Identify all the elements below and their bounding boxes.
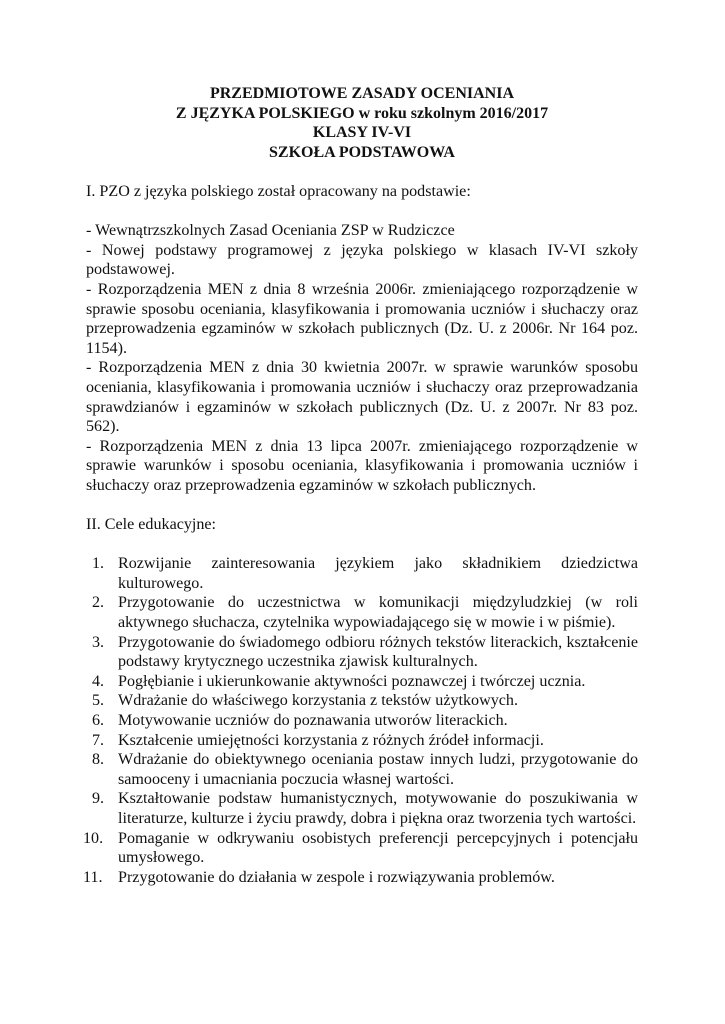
- goal-text: Kształcenie umiejętności korzystania z różnych źródeł informacji.: [118, 731, 544, 749]
- goal-item: [86, 691, 638, 711]
- goal-item: [86, 633, 638, 672]
- goal-number: 7.: [92, 731, 105, 749]
- goal-text: Kształtowanie podstaw humanistycznych, motywowanie do poszukiwania w literaturze, kulturze i życiu prawdy, dobra i piękna oraz tworzenia tych wartości.: [118, 790, 638, 827]
- legal-basis-item: - Nowej podstawy programowej z języka polskiego w klasach IV-VI szkoły podstawowej.: [86, 241, 638, 279]
- goal-item: [86, 789, 638, 828]
- goal-item: [83, 829, 638, 868]
- goal-text: Wdrażanie do właściwego korzystania z tekstów użytkowych.: [118, 692, 518, 710]
- goal-number: 10.: [83, 829, 104, 847]
- goal-item: [86, 593, 638, 632]
- document-title: [86, 84, 638, 162]
- goal-text: Przygotowanie do świadomego odbioru różnych tekstów literackich, kształcenie podstawy krytycznego uczestnika zjawisk kulturalnych.: [118, 633, 638, 671]
- goal-text: Motywowanie uczniów do poznawania utworów literackich.: [118, 712, 508, 729]
- title-line-3: KLASY IV-VI: [312, 124, 412, 142]
- goal-item: [86, 731, 638, 751]
- legal-basis-item: - Rozporządzenia MEN z dnia 13 lipca 2007r. zmieniającego rozporządzenie w sprawie warunków i sposobu oceniania, klasyfikowania i promowania uczniów i słuchaczy oraz przeprowadzenia egzaminów w szkołach publicznych.: [86, 437, 638, 494]
- goal-text: Pomaganie w odkrywaniu osobistych preferencji percepcyjnych i potencjału umysłowego.: [118, 829, 638, 867]
- goal-number: 1.: [92, 555, 105, 573]
- goal-item: [83, 868, 638, 888]
- title-line-1: PRZEDMIOTOWE ZASADY OCENIANIA: [209, 85, 515, 102]
- legal-basis-item: - Wewnątrzszkolnych Zasad Oceniania ZSP w Rudziczce: [86, 222, 455, 240]
- goal-number: 9.: [92, 790, 105, 808]
- goal-text: Przygotowanie do działania w zespole i rozwiązywania problemów.: [118, 868, 555, 886]
- goal-number: 2.: [92, 594, 105, 612]
- goal-number: 6.: [92, 712, 105, 729]
- goal-number: 3.: [92, 633, 105, 651]
- goal-text: Pogłębianie i ukierunkowanie aktywności poznawczej i twórczej ucznia.: [118, 672, 586, 690]
- goal-text: Przygotowanie do uczestnictwa w komunikacji międzyludzkiej (w roli aktywnego słuchacza, czytelnika wypowiadającego się w mowie i w piśmie).: [118, 594, 638, 632]
- goal-number: 11.: [83, 868, 103, 886]
- title-line-2: Z JĘZYKA POLSKIEGO w roku szkolnym 2016/2017: [175, 104, 549, 122]
- goal-number: 4.: [92, 672, 105, 690]
- legal-basis-item: - Rozporządzenia MEN z dnia 8 września 2006r. zmieniającego rozporządzenie w sprawie sposobu oceniania, klasyfikowania i promowania uczniów i słuchaczy oraz przeprowadzenia egzaminów w szkołach publicznych (Dz. U. z 2006r. Nr 164 poz. 1154).: [86, 280, 638, 357]
- goal-text: Rozwijanie zainteresowania językiem jako składnikiem dziedzictwa kulturowego.: [118, 555, 638, 592]
- goal-item: [86, 711, 638, 731]
- goal-number: 5.: [92, 692, 105, 710]
- goal-item: [86, 554, 638, 593]
- educational-goals-list: [83, 554, 638, 887]
- goal-text: Wdrażanie do obiektywnego oceniania postaw innych ludzi, przygotowanie do samooceny i umacniania poczucia własnej wartości.: [118, 751, 638, 788]
- title-line-4: SZKOŁA PODSTAWOWA: [269, 143, 455, 161]
- goal-item: [86, 750, 638, 789]
- section-1-heading: I. PZO z języka polskiego został opracowany na podstawie:: [86, 182, 471, 200]
- section-2-heading: II. Cele edukacyjne:: [86, 516, 217, 534]
- legal-basis-item: - Rozporządzenia MEN z dnia 30 kwietnia 2007r. w sprawie warunków sposobu oceniania, klasyfikowania i promowania uczniów i słuchaczy oraz przeprowadzania sprawdzianów i egzaminów w szkołach publicznych (Dz. U. z 2007r. Nr 83 poz. 562).: [86, 359, 638, 436]
- goal-number: 8.: [92, 751, 105, 769]
- document-page: [83, 84, 638, 887]
- goal-item: [86, 672, 638, 692]
- legal-basis-list: [86, 221, 638, 495]
